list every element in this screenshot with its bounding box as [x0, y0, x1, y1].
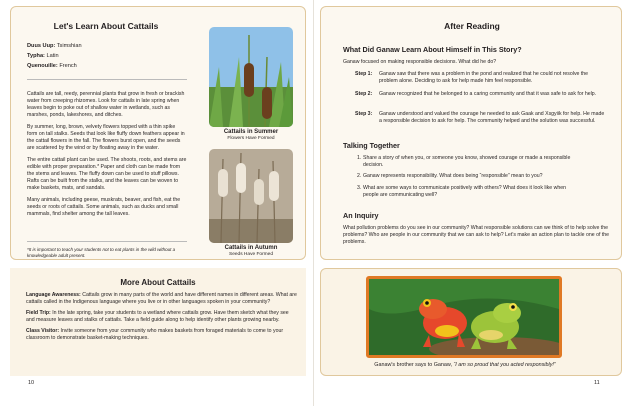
more-item [26, 328, 298, 342]
item-text: Cattails grow in many parts of the world and have different names in different areas. What are cattails called in the Indigenous language where you live or in other languages spoken in your community? [26, 292, 297, 305]
inquiry-text: What pollution problems do you see in our community? What responsible solutions can we think of to help solve the problems? Who are people in our community that we can ask to help? Let’s make an action plan to tackle one of the problems. [343, 225, 610, 245]
more-body [26, 292, 298, 346]
caption-sub: Flowers Have Formed [227, 136, 275, 141]
more-item [26, 310, 298, 324]
frogs-illustration [366, 276, 562, 358]
divider [27, 241, 187, 242]
divider [27, 79, 187, 80]
section-heading: Talking Together [343, 141, 400, 150]
paragraph: Cattails are tall, reedy, perennial plants that grow in fresh or brackish water from creeping rhizomes. Look for cattails in late spring when leaves begin to poke out of shallow water in wetlands, such as marshes, ponds, lakeshores, and ditches. [27, 91, 185, 118]
autumn-cattails-photo [209, 149, 293, 243]
cattails-panel [10, 6, 306, 260]
step-text: Ganaw recognized that he belonged to a caring community and that it was safe to ask for help. [379, 91, 597, 97]
step-label: Step 3: [355, 111, 373, 117]
names-list [27, 41, 82, 71]
item-label: Language Awareness: [26, 292, 81, 298]
frogs-caption [314, 362, 616, 368]
talk-number: 3. [357, 185, 362, 191]
caption-title: Cattails in Autumn [224, 245, 278, 251]
more-about-panel [10, 268, 306, 376]
right-page [314, 0, 628, 406]
item-label: Field Trip: [26, 310, 51, 316]
name-value: French [59, 63, 77, 69]
name-label: Duus Uup: [27, 43, 56, 49]
talk-number: 2. [357, 173, 362, 179]
step-text: Ganaw understood and valued the courage he needed to ask Gaak and Xsgyiik for help. He made a responsible decision to ask for help. The community helped and the solution was successful. [379, 111, 605, 124]
after-reading-title: After Reading [444, 21, 500, 31]
name-label: Typha: [27, 53, 45, 59]
section-heading: What Did Ganaw Learn About Himself in This Story? [343, 45, 522, 54]
name-label: Quenouille: [27, 63, 58, 69]
talk-text: What are some ways to communicate positively with others? What does it look like when people are communicating well? [363, 185, 566, 198]
step-label: Step 2: [355, 91, 373, 97]
step-text: Ganaw saw that there was a problem in the pond and realized that he could not resolve the problem alone. Deciding to ask for help made him feel responsible. [379, 71, 589, 84]
paragraph: The entire cattail plant can be used. The shoots, roots, and stems are edible with proper preparation.* Paper and cloth can be made from the stems and leaves. The fluffy down can be used to stuff pillows. Rafts can be built from the stalks, and the leaves can be woven to make baskets, mats, and sandals. [27, 157, 187, 191]
after-reading-panel [320, 6, 622, 260]
summer-cattails-photo [209, 27, 293, 127]
cattails-body [27, 91, 187, 223]
paragraph: Many animals, including geese, muskrats, beaver, and fish, eat the seeds or roots of cattails. Some animals, such as ducks and small mammals, find shelter among the tall leaves. [27, 197, 181, 217]
talk-text: Ganaw represents responsibility. What does being “responsible” mean to you? [363, 173, 543, 179]
section-heading: An Inquiry [343, 211, 379, 220]
intro-text: Ganaw focused on making responsible decisions. What did he do? [343, 59, 497, 65]
name-row [27, 51, 82, 61]
page-number: 10 [28, 380, 35, 386]
step-label: Step 1: [355, 71, 373, 77]
paragraph: By summer, long, brown, velvety flowers topped with a thin spike form on tall stalks. Seeds that look like fluffy down feathers appear in the cattail flowers in the fall. The flowers burst open, and the seeds are scattered by the wind or by floating away in the water. [27, 124, 185, 151]
talk-text: Share a story of when you, or someone you know, showed courage or made a responsible decision. [363, 155, 571, 168]
name-value: Latin [46, 53, 59, 59]
item-text: In the late spring, take your students to a wetland where cattails grow. Have them sketch what they see and measure leaves and stalks of cattails. Take a field guide along to help identify other plants growing nearby. [26, 310, 289, 323]
summer-caption [201, 129, 301, 141]
name-row [27, 61, 82, 71]
autumn-caption [201, 245, 301, 257]
more-title: More About Cattails [120, 278, 196, 287]
page-number: 11 [594, 380, 600, 386]
name-row [27, 41, 82, 51]
item-label: Class Visitor: [26, 328, 60, 334]
item-text: Invite someone from your community who makes baskets from foraged materials to come to your classroom to demonstrate basket-making techniques. [26, 328, 284, 341]
cattails-title: Let's Learn About Cattails [53, 21, 159, 31]
footnote: *It is important to teach your students not to eat plants in the wild without a knowledgeable adult present. [27, 247, 176, 258]
talk-number: 1. [357, 155, 362, 161]
name-value: Tsimshian [56, 43, 82, 49]
caption-sub: Seeds Have Formed [229, 252, 273, 257]
more-item [26, 292, 298, 306]
caption-prefix: Ganaw's brother says to Ganaw, [374, 362, 454, 368]
caption-title: Cattails in Summer [223, 129, 279, 135]
caption-quote: “I am so proud that you acted responsibly!” [453, 362, 556, 368]
